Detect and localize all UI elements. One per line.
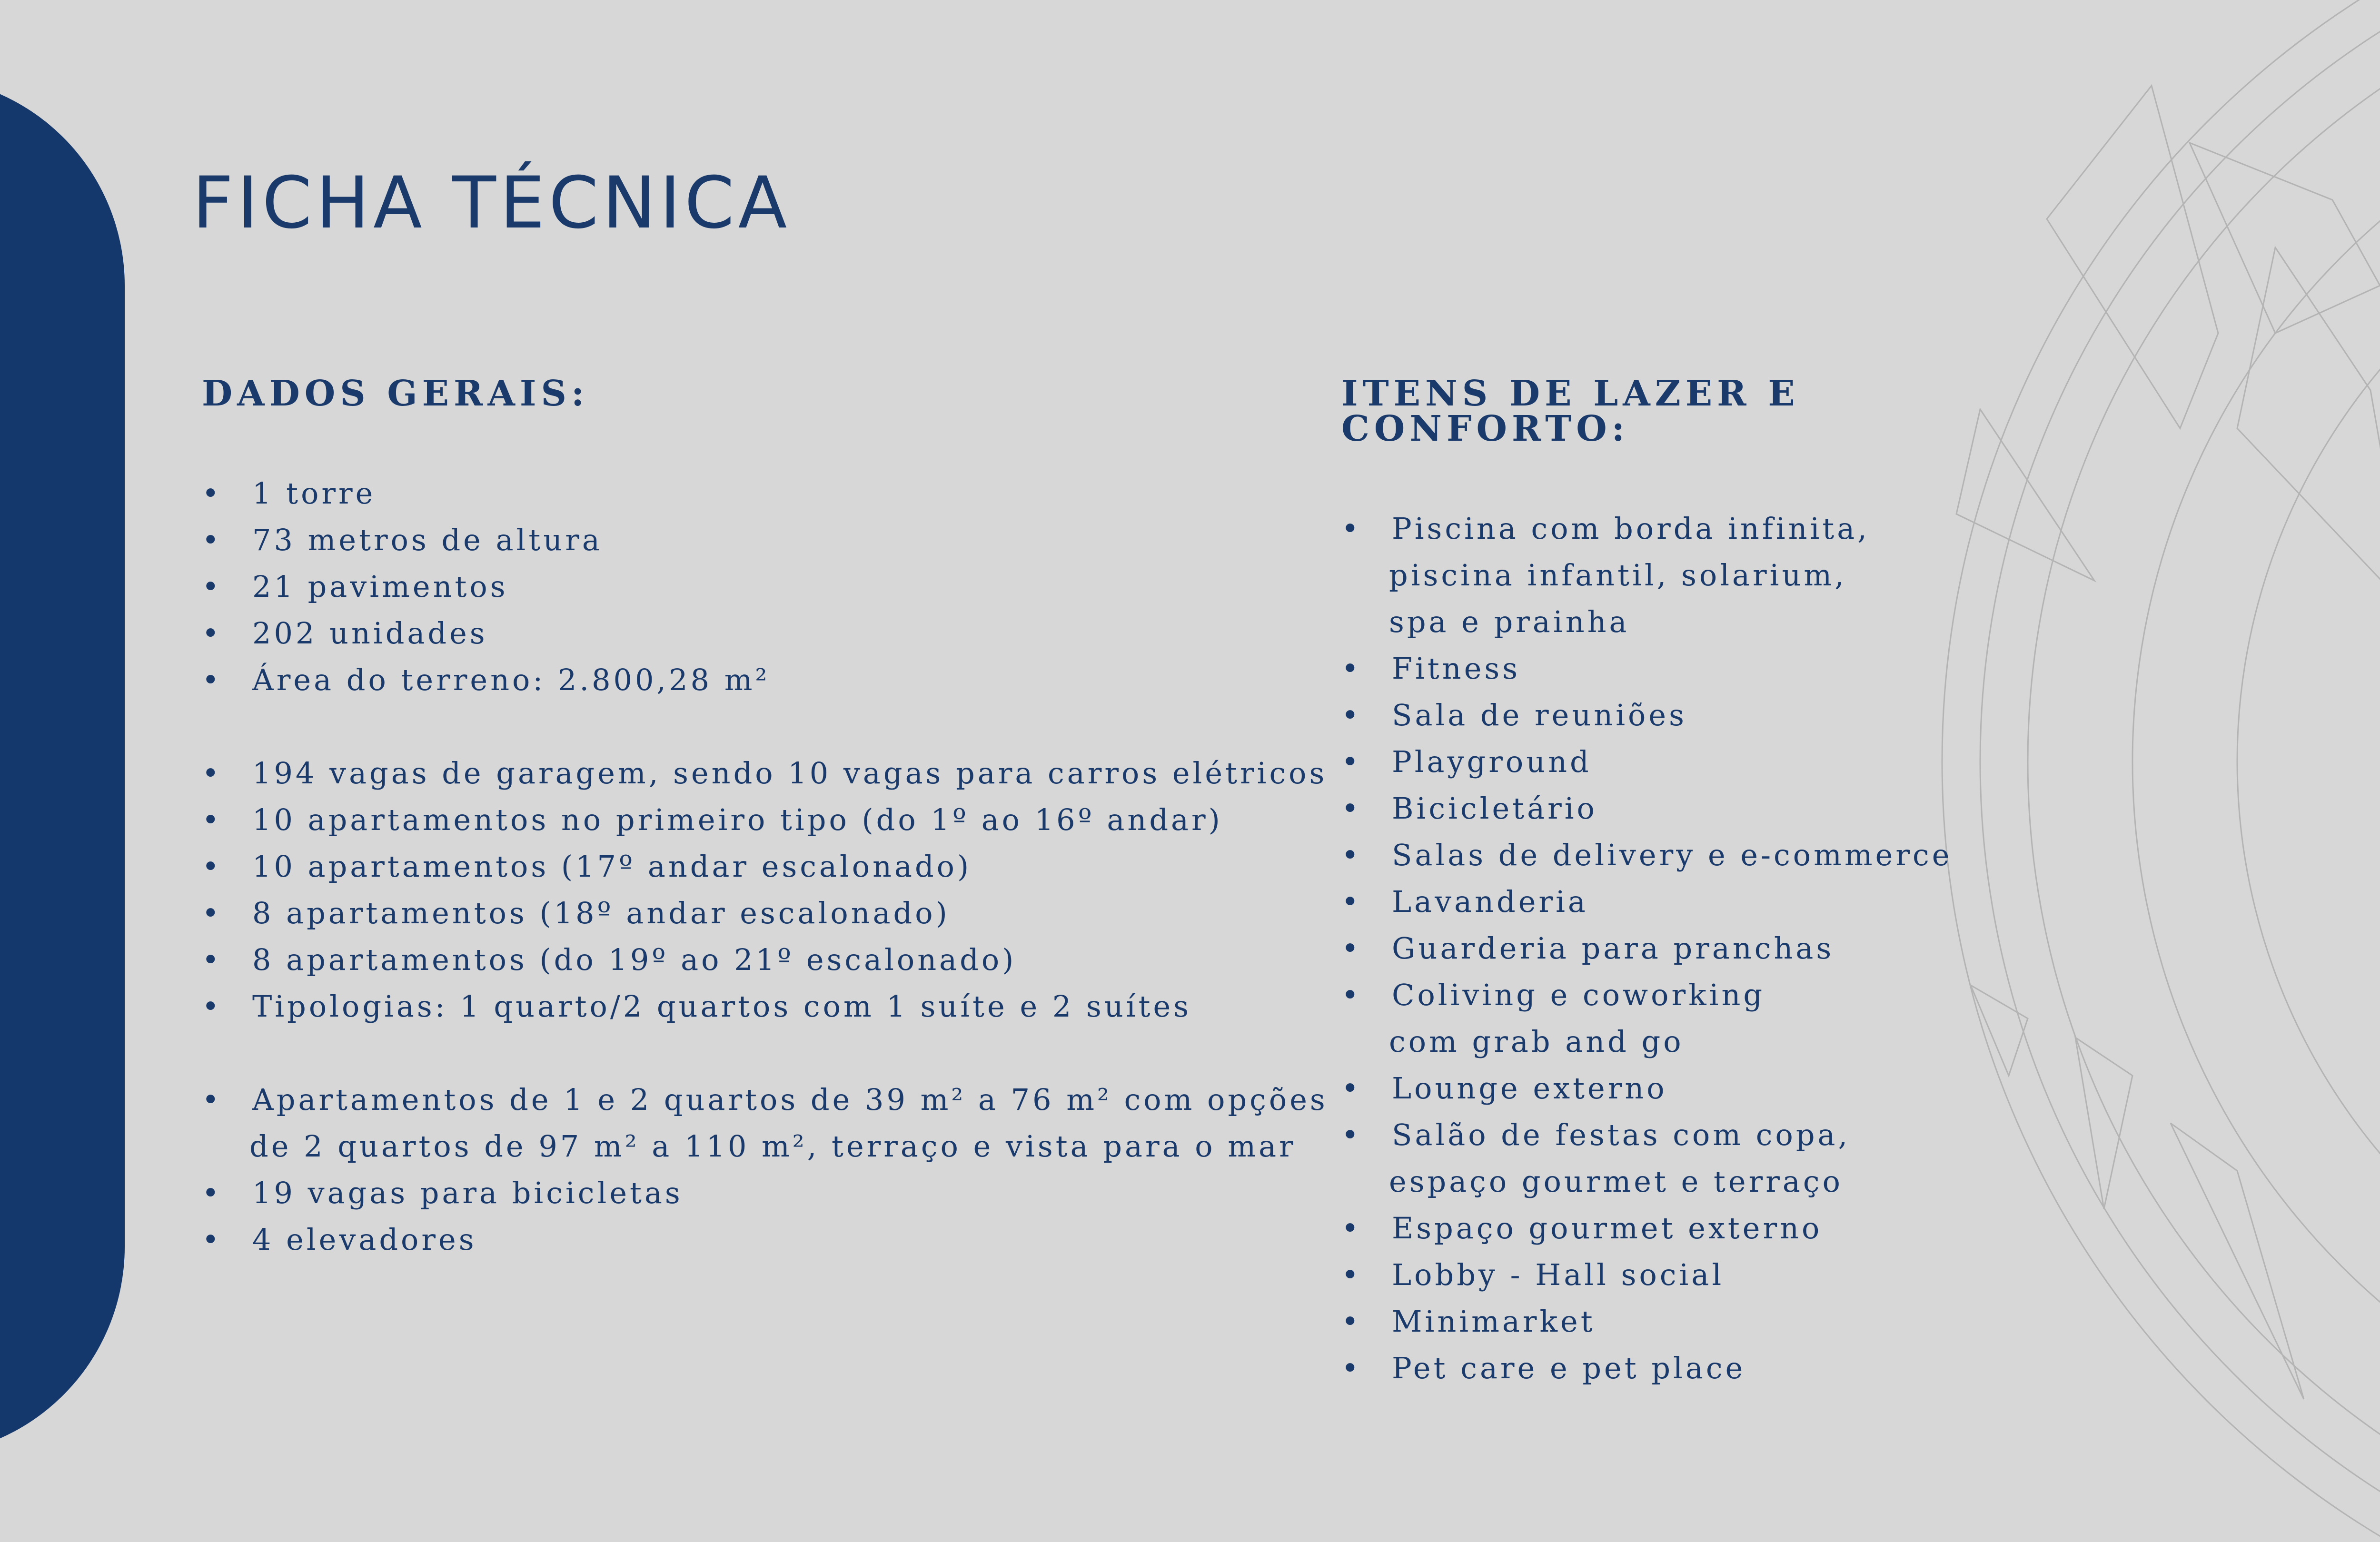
bullet-icon: • bbox=[202, 523, 222, 557]
bullet-icon: • bbox=[1341, 1351, 1362, 1385]
list-item bbox=[1341, 1345, 1998, 1392]
leisure-list bbox=[1341, 505, 1998, 1392]
leisure-heading: ITENS DE LAZER E CONFORTO: bbox=[1341, 373, 1800, 449]
list-item-text: Minimarket bbox=[1392, 1304, 1596, 1339]
list-item-text: Piscina com borda infinita, bbox=[1392, 511, 1870, 546]
list-item-text: spa e prainha bbox=[1389, 604, 1630, 639]
ornament-wedges bbox=[1956, 0, 2380, 1399]
bullet-icon: • bbox=[202, 1176, 222, 1210]
bullet-icon: • bbox=[202, 569, 222, 604]
list-item bbox=[1341, 645, 1998, 692]
decorative-blue-band bbox=[0, 76, 125, 1456]
general-data-heading: DADOS GERAIS: bbox=[202, 373, 589, 414]
bullet-icon: • bbox=[202, 476, 222, 511]
list-item-text: 8 apartamentos (18º andar escalonado) bbox=[252, 896, 950, 930]
list-item-text: 10 apartamentos (17º andar escalonado) bbox=[252, 849, 972, 884]
list-item-text: Salas de delivery e e-commerce bbox=[1392, 838, 1953, 872]
list-item bbox=[202, 750, 1328, 797]
list-item-text: Guarderia para pranchas bbox=[1392, 931, 1835, 966]
bullet-icon: • bbox=[1341, 884, 1362, 919]
bullet-icon: • bbox=[1341, 978, 1362, 1012]
bullet-icon: • bbox=[1341, 1211, 1362, 1245]
list-item bbox=[202, 657, 1297, 703]
list-item-text: Área do terreno: 2.800,28 m² bbox=[252, 662, 770, 697]
bullet-icon: • bbox=[202, 756, 222, 791]
list-item bbox=[1341, 785, 1998, 832]
list-item bbox=[202, 517, 1297, 563]
list-item-text: de 2 quartos de 97 m² a 110 m², terraço e vista para o mar bbox=[249, 1129, 1296, 1164]
list-item-text: 1 torre bbox=[252, 476, 376, 511]
list-item-text: 10 apartamentos no primeiro tipo (do 1º ao 16º andar) bbox=[252, 802, 1223, 837]
list-item bbox=[1341, 972, 1998, 1065]
list-item bbox=[1341, 1205, 1998, 1252]
list-item bbox=[202, 1170, 1297, 1216]
bullet-icon: • bbox=[202, 849, 222, 884]
bullet-icon: • bbox=[202, 896, 222, 930]
list-item bbox=[1341, 505, 1998, 645]
list-item-text: espaço gourmet e terraço bbox=[1389, 1164, 1843, 1199]
list-item bbox=[1341, 832, 1998, 879]
bullet-icon: • bbox=[202, 1082, 222, 1117]
bullet-icon: • bbox=[1341, 1257, 1362, 1292]
list-item bbox=[1341, 1065, 1998, 1112]
bullet-icon: • bbox=[1341, 931, 1362, 966]
bullet-icon: • bbox=[202, 662, 222, 697]
list-item-text: 19 vagas para bicicletas bbox=[252, 1176, 683, 1210]
list-item-text: com grab and go bbox=[1389, 1024, 1684, 1059]
list-item-text: 8 apartamentos (do 19º ao 21º escalonado) bbox=[252, 942, 1017, 977]
list-item-text: 4 elevadores bbox=[252, 1222, 477, 1257]
list-item bbox=[202, 937, 1297, 983]
list-item-text: Coliving e coworking bbox=[1392, 978, 1765, 1012]
list-item-text: Salão de festas com copa, bbox=[1392, 1117, 1851, 1152]
list-item-text: Lounge externo bbox=[1392, 1071, 1667, 1106]
bullet-icon: • bbox=[1341, 651, 1362, 686]
list-item bbox=[202, 563, 1297, 610]
bullet-icon: • bbox=[202, 942, 222, 977]
list-item-text: Pet care e pet place bbox=[1392, 1351, 1746, 1385]
list-item-text: piscina infantil, solarium, bbox=[1389, 558, 1847, 593]
list-item bbox=[1341, 739, 1998, 785]
list-item-text: 194 vagas de garagem, sendo 10 vagas para carros elétricos bbox=[252, 756, 1328, 791]
list-item bbox=[1341, 1112, 1998, 1205]
list-item-text: 73 metros de altura bbox=[252, 523, 603, 557]
list-item-text: Tipologias: 1 quarto/2 quartos com 1 suíte e 2 suítes bbox=[252, 989, 1192, 1024]
bullet-icon: • bbox=[1341, 744, 1362, 779]
list-item-text: Bicicletário bbox=[1392, 791, 1597, 826]
page-title: FICHA TÉCNICA bbox=[192, 162, 791, 245]
bullet-icon: • bbox=[1341, 1117, 1362, 1152]
bullet-icon: • bbox=[1341, 698, 1362, 732]
list-item bbox=[1341, 1252, 1998, 1298]
list-item-text: Playground bbox=[1392, 744, 1592, 779]
list-item bbox=[1341, 1298, 1998, 1345]
bullet-icon: • bbox=[1341, 791, 1362, 826]
list-item bbox=[202, 890, 1297, 937]
general-data-list bbox=[202, 470, 1328, 1263]
list-item bbox=[202, 470, 1297, 517]
list-item bbox=[1341, 925, 1998, 972]
list-item bbox=[1341, 879, 1998, 925]
bullet-icon: • bbox=[1341, 1304, 1362, 1339]
list-item bbox=[1341, 692, 1998, 739]
bullet-icon: • bbox=[202, 802, 222, 837]
list-item bbox=[202, 797, 1297, 843]
ornament-arcs bbox=[1942, 0, 2380, 1542]
list-item-text: 202 unidades bbox=[252, 616, 488, 651]
list-item bbox=[202, 843, 1297, 890]
bullet-icon: • bbox=[202, 989, 222, 1024]
bullet-icon: • bbox=[1341, 838, 1362, 872]
bullet-icon: • bbox=[202, 616, 222, 651]
list-item-text: Sala de reuniões bbox=[1392, 698, 1687, 732]
list-item-text: Espaço gourmet externo bbox=[1392, 1211, 1823, 1245]
list-item bbox=[202, 1077, 1328, 1170]
list-item-text: 21 pavimentos bbox=[252, 569, 508, 604]
list-item-text: Lobby - Hall social bbox=[1392, 1257, 1725, 1292]
list-item-text: Apartamentos de 1 e 2 quartos de 39 m² a 76 m² com opções bbox=[252, 1082, 1328, 1117]
bullet-icon: • bbox=[202, 1222, 222, 1257]
list-item bbox=[202, 983, 1297, 1030]
list-item bbox=[202, 610, 1297, 657]
bullet-icon: • bbox=[1341, 511, 1362, 546]
leisure-section bbox=[1341, 373, 1998, 1392]
list-item bbox=[202, 1216, 1297, 1263]
list-item-text: Lavanderia bbox=[1392, 884, 1588, 919]
bullet-icon: • bbox=[1341, 1071, 1362, 1106]
general-data-section bbox=[202, 373, 1328, 1263]
list-item-text: Fitness bbox=[1392, 651, 1521, 686]
